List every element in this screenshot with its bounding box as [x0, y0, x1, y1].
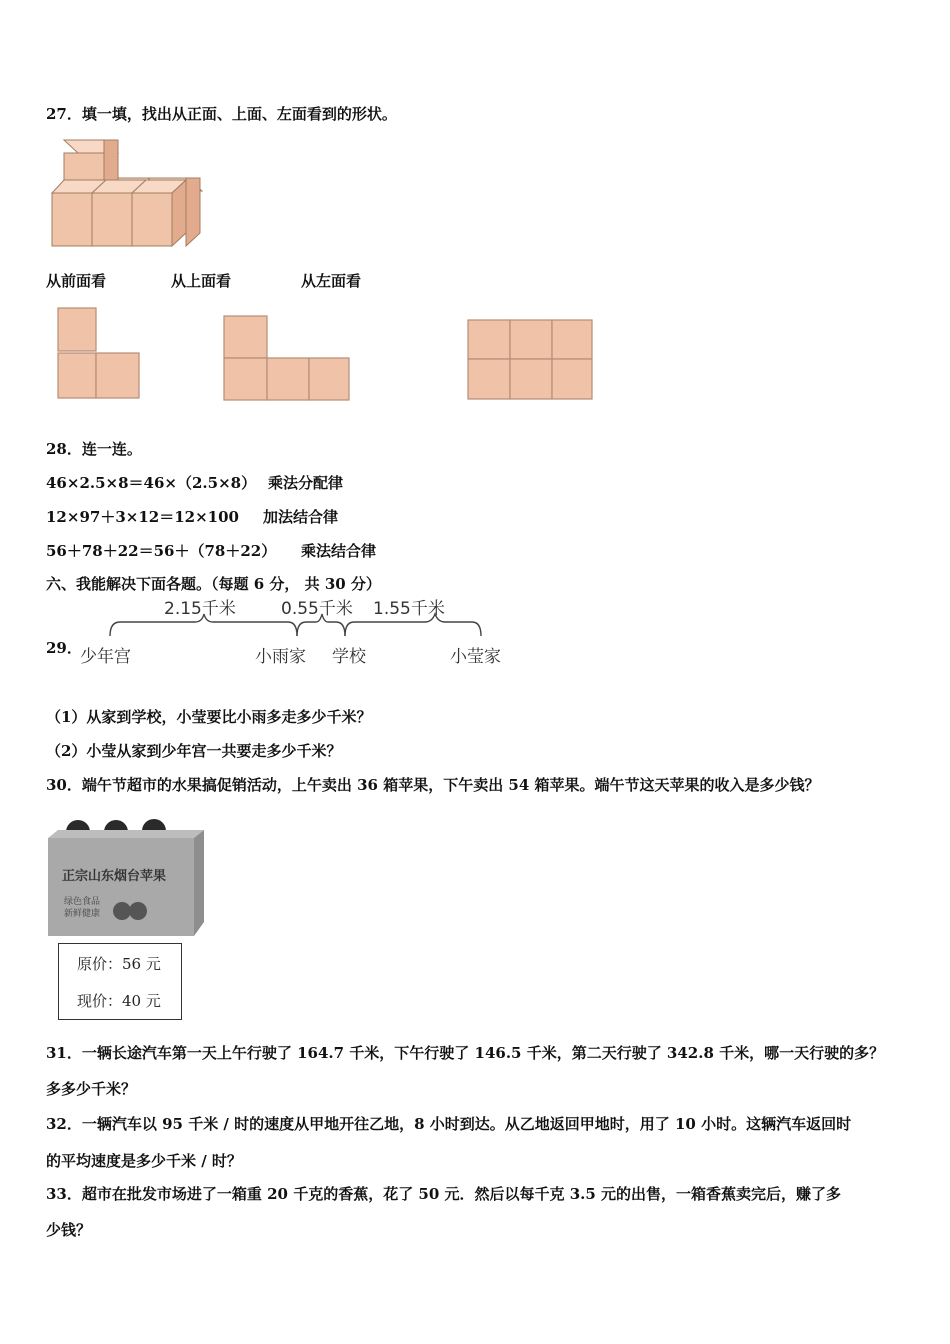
view-label-left: 从左面看 [301, 272, 362, 290]
view-c-square [468, 320, 510, 359]
cube-front1 [52, 193, 92, 246]
view-shape-b [222, 314, 352, 404]
view-b-square [309, 358, 349, 400]
q32-line2: 的平均速度是多少千米 / 时？ [46, 1152, 242, 1170]
view-c-square [552, 359, 592, 399]
segment-label-1: 2.15千米 [164, 599, 236, 619]
view-label-top: 从上面看 [171, 272, 232, 290]
segment-label-2: 0.55千米 [281, 599, 353, 619]
cube-front3 [132, 193, 172, 246]
place-label-3: 学校 [332, 647, 366, 667]
place-label-2: 小雨家 [255, 647, 306, 667]
view-c-square [468, 359, 510, 399]
box-top [48, 830, 204, 838]
distance-diagram [80, 596, 520, 671]
q28-law-2: 加法结合律 [263, 508, 339, 526]
view-c-square [510, 359, 552, 399]
apple-box-image [46, 812, 208, 942]
q29-sub2: （2）小莹从家到少年宫一共要走多少千米？ [46, 742, 342, 760]
q33-line1: 33．超市在批发市场进了一箱重 20 千克的香蕉，花了 50 元．然后以每千克 3.5 元的出售，一箱香蕉卖完后，赚了多 [46, 1185, 842, 1203]
q32-line1: 32．一辆汽车以 95 千米 / 时的速度从甲地开往乙地，8 小时到达。从乙地返回甲地时，用了 10 小时。这辆汽车返回时 [46, 1115, 852, 1133]
cube-side-right [186, 178, 200, 246]
view-a-square [58, 353, 96, 398]
q28-law-3: 乘法结合律 [301, 542, 377, 560]
view-a-square [58, 308, 96, 351]
box-sub1: 绿色食品 [64, 897, 101, 907]
place-label-1: 少年宫 [80, 647, 131, 667]
q29-number: 29． [46, 639, 82, 657]
view-b-square [267, 358, 309, 400]
cube-front2 [92, 193, 132, 246]
price-tag [58, 943, 182, 1020]
apple-logo-icon [129, 902, 147, 920]
view-shape-c [466, 318, 596, 402]
q28-expr-2: 12×97＋3×12＝12×100 [46, 508, 239, 526]
view-a-square [96, 353, 139, 398]
box-front [48, 838, 194, 936]
view-c-square [510, 320, 552, 359]
view-b-square [224, 316, 267, 358]
q31-line1: 31．一辆长途汽车第一天上午行驶了 164.7 千米，下午行驶了 146.5 千米，第二天行驶了 342.8 千米，哪一天行驶的多？ [46, 1044, 885, 1062]
q29-sub1: （1）从家到学校，小莹要比小雨多走多少千米？ [46, 708, 372, 726]
current-price: 现价：40 元 [77, 992, 161, 1010]
box-side [194, 830, 204, 936]
cube-stack-figure [50, 138, 205, 248]
view-c-square [552, 320, 592, 359]
place-label-4: 小莹家 [450, 647, 501, 667]
q31-line2: 多多少千米？ [46, 1080, 137, 1098]
q27-title: 27．填一填，找出从正面、上面、左面看到的形状。 [46, 105, 397, 123]
q28-law-1: 乘法分配律 [268, 474, 344, 492]
box-sub2: 新鲜健康 [64, 909, 101, 919]
q33-line2: 少钱？ [46, 1221, 92, 1239]
view-shape-a [56, 306, 142, 402]
view-b-square [224, 358, 267, 400]
q30-title: 30．端午节超市的水果搞促销活动，上午卖出 36 箱苹果，下午卖出 54 箱苹果。端午节这天苹果的收入是多少钱？ [46, 776, 820, 794]
apple-logo-icon [113, 902, 131, 920]
segment-label-3: 1.55千米 [373, 599, 445, 619]
box-label: 正宗山东烟台苹果 [62, 869, 167, 884]
q28-title: 28．连一连。 [46, 440, 142, 458]
original-price: 原价：56 元 [77, 955, 161, 973]
section6-title: 六、我能解决下面各题。（每题 6 分， 共 30 分） [46, 575, 381, 593]
view-label-front: 从前面看 [46, 272, 107, 290]
brace-1 [110, 614, 297, 636]
q28-expr-1: 46×2.5×8＝46×（2.5×8） [46, 474, 257, 492]
q28-expr-3: 56＋78＋22＝56＋（78＋22） [46, 542, 277, 560]
